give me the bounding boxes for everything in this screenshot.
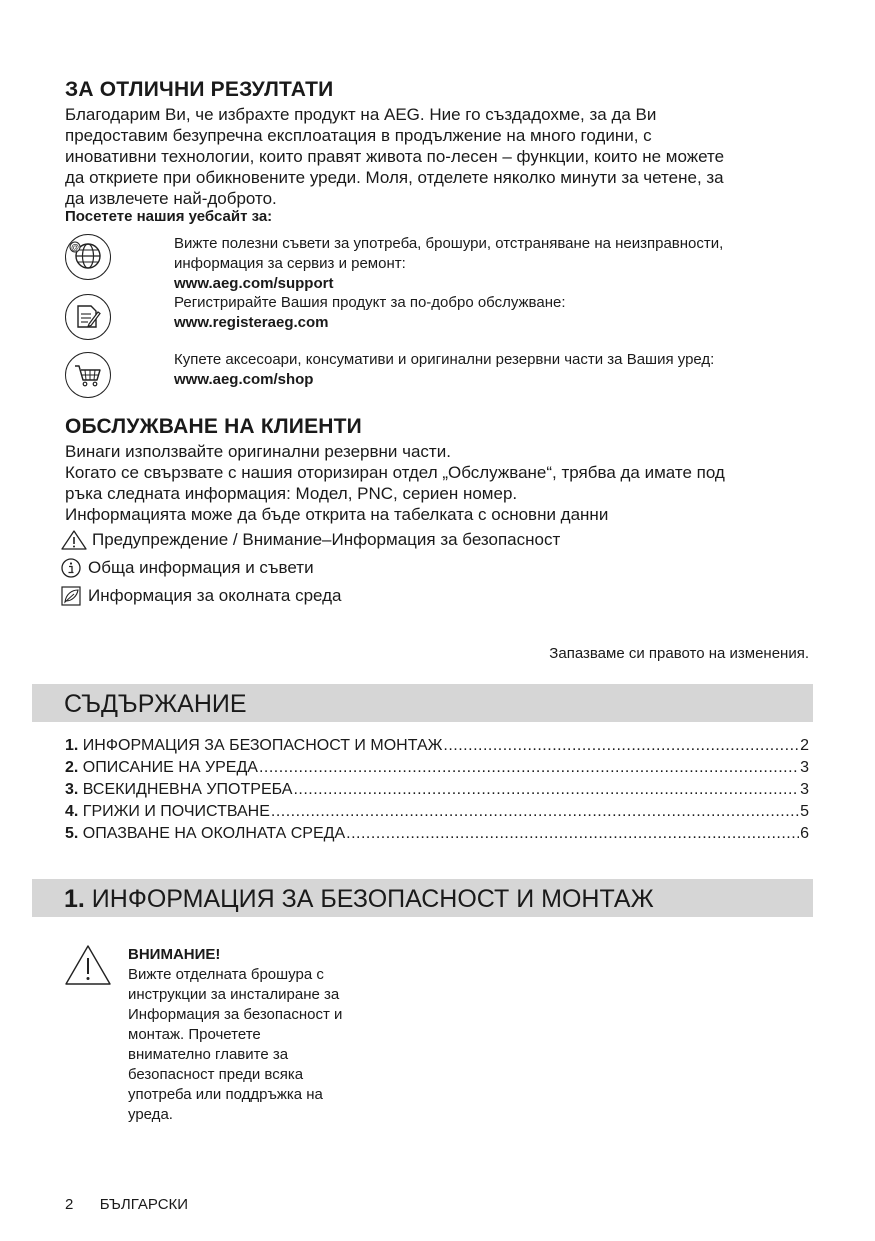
legend-warning — [60, 529, 560, 551]
toc-entry-label: ВСЕКИДНЕВНА УПОТРЕБА — [78, 781, 293, 798]
legend-environment — [60, 585, 342, 607]
toc-entry-label: ОПИСАНИЕ НА УРЕДА — [78, 759, 258, 776]
website-item-text: Вижте полезни съвети за употреба, брошури, отстраняване на неизправности, — [174, 235, 724, 252]
toc-entry-number: 4. — [65, 803, 79, 820]
intro-line: иновативни технологии, които правят живота по-лесен – функции, които не можете — [65, 147, 725, 166]
legend-text: Информация за околната среда — [88, 586, 342, 605]
toc-entry — [65, 802, 809, 822]
shopping-cart-icon — [65, 352, 111, 398]
leaf-icon — [60, 585, 84, 607]
section-title-text: ИНФОРМАЦИЯ ЗА БЕЗОПАСНОСТ И МОНТАЖ — [84, 885, 654, 913]
reserve-note: Запазваме си правото на изменения. — [549, 645, 809, 662]
warning-line: уреда. — [128, 1106, 173, 1123]
toc-entry-number: 2. — [65, 759, 79, 776]
intro-line: да откриете при обикновените уреди. Моля, отделете няколко минути за четене, за — [65, 168, 724, 187]
toc-entry-number: 1. — [65, 737, 79, 754]
legend-text: Предупреждение / Внимание–Информация за безопасност — [92, 530, 561, 549]
website-item-support — [174, 234, 723, 294]
info-icon — [60, 557, 84, 579]
service-title: ОБСЛУЖВАНЕ НА КЛИЕНТИ — [65, 415, 362, 438]
website-item-text: Регистрирайте Вашия продукт за по-добро обслужване: — [174, 294, 566, 311]
warning-line: внимателно главите за — [128, 1046, 289, 1063]
toc-entry-label: ИНФОРМАЦИЯ ЗА БЕЗОПАСНОСТ И МОНТАЖ — [78, 737, 443, 754]
warning-title: ВНИМАНИЕ! — [128, 946, 221, 963]
register-icon — [65, 294, 111, 340]
toc-entry — [65, 824, 809, 844]
footer-language: БЪЛГАРСКИ — [99, 1196, 189, 1213]
intro-title: ЗА ОТЛИЧНИ РЕЗУЛТАТИ — [65, 78, 334, 101]
toc-entry-number: 3. — [65, 781, 79, 798]
toc-header-bar — [32, 684, 813, 722]
service-line: ръка следната информация: Модел, PNC, сериен номер. — [65, 484, 518, 503]
shop-link: www.aeg.com/shop — [174, 371, 314, 388]
warning-line: Информация за безопасност и — [128, 1006, 343, 1023]
warning-line: монтаж. Прочетете — [128, 1026, 261, 1043]
toc-entry — [65, 758, 809, 778]
website-heading: Посетете нашия уебсайт за: — [65, 208, 273, 225]
support-link: www.aeg.com/support — [174, 275, 334, 292]
service-paragraph — [65, 441, 825, 525]
toc-entry-page: 2 — [800, 737, 809, 754]
legend-text: Обща информация и съвети — [88, 558, 314, 577]
toc-title: СЪДЪРЖАНИЕ — [64, 690, 247, 718]
website-item-text: информация за сервиз и ремонт: — [174, 255, 406, 272]
section-number: 1. — [64, 885, 85, 913]
warning-icon — [60, 529, 88, 551]
warning-icon — [64, 944, 112, 986]
toc-entry-page: 6 — [800, 825, 809, 842]
service-line: Когато се свързвате с нашия оторизиран отдел „Обслужване“, трябва да имате под — [65, 463, 725, 482]
warning-line: Вижте отделната брошура с — [128, 966, 324, 983]
service-line: Винаги използвайте оригинални резервни части. — [65, 442, 451, 461]
toc-entry-page: 3 — [800, 781, 809, 798]
website-item-text: Купете аксесоари, консумативи и оригинални резервни части за Вашия уред: — [174, 351, 715, 368]
intro-line: предоставим безупречна експлоатация в продължение на много години, с — [65, 126, 652, 145]
warning-line: инструкции за инсталиране за — [128, 986, 340, 1003]
toc-entry-label: ГРИЖИ И ПОЧИСТВАНЕ — [78, 803, 270, 820]
intro-paragraph — [65, 104, 825, 209]
website-item-shop — [174, 350, 714, 390]
warning-box — [128, 945, 342, 1125]
warning-line: употреба или поддръжка на — [128, 1086, 323, 1103]
section-header-bar — [32, 879, 813, 917]
legend-info — [60, 557, 314, 579]
svg-text:@: @ — [71, 243, 80, 253]
globe-icon — [65, 234, 111, 280]
toc-entry — [65, 780, 809, 800]
section-title — [64, 885, 654, 914]
toc-entry — [65, 736, 809, 756]
toc-entry-number: 5. — [65, 825, 79, 842]
toc-entry-page: 5 — [800, 803, 809, 820]
intro-line: Благодарим Ви, че избрахте продукт на AEG. Ние го създадохме, за да Ви — [65, 105, 657, 124]
page-number: 2 — [65, 1196, 74, 1213]
service-line: Информацията може да бъде открита на табелката с основни данни — [65, 505, 609, 524]
register-link: www.registeraeg.com — [174, 314, 329, 331]
website-item-register — [174, 293, 566, 333]
toc-entry-label: ОПАЗВАНЕ НА ОКОЛНАТА СРЕДА — [78, 825, 346, 842]
toc-entry-page: 3 — [800, 759, 809, 776]
intro-line: да извлечете най-доброто. — [65, 189, 277, 208]
warning-line: безопасност преди всяка — [128, 1066, 304, 1083]
footer — [65, 1196, 188, 1213]
